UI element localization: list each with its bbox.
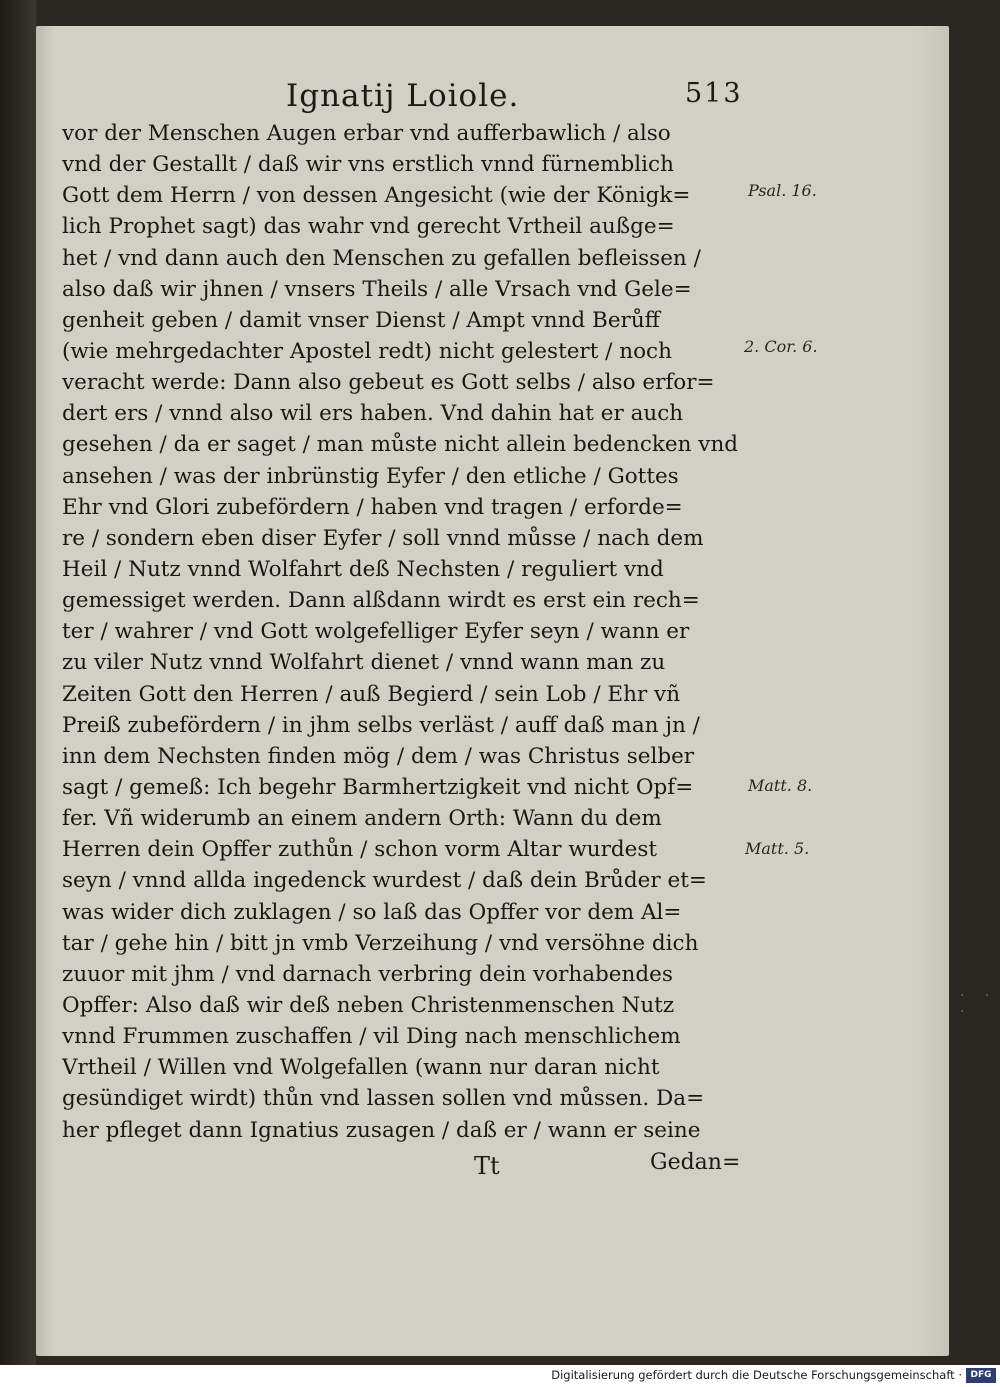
page-footer [0,1150,1000,1190]
text-line: re / sondern eben diser Eyfer / soll vnnd můsse / nach dem [62,525,704,551]
text-line: gesehen / da er saget / man můste nicht allein bedencken vnd [62,432,739,458]
text-line: sagt / gemeß: Ich begehr Barmhertzigkeit vnd nicht Opf= [62,774,694,800]
text-line: Zeiten Gott den Herren / auß Begierd / sein Lob / Ehr vñ [62,681,681,707]
marginal-note: Psal. 16. [748,181,817,200]
page-number: 513 [685,78,743,109]
text-line: Preiß zubefördern / in jhm selbs verläst / auff daß man jn / [62,712,700,738]
body-text [62,118,742,1146]
credit-bar [0,1365,1000,1387]
marginal-note: Matt. 5. [745,839,810,858]
text-line: het / vnd dann auch den Menschen zu gefallen befleissen / [62,245,701,271]
text-line: gesündiget wirdt) thůn vnd lassen sollen vnd můssen. Da= [62,1086,705,1112]
signature-mark: Tt [474,1152,500,1180]
text-line: inn dem Nechsten finden mög / dem / was Christus selber [62,743,695,769]
text-line: vor der Menschen Augen erbar vnd aufferbawlich / also [62,121,671,146]
text-line: genheit geben / damit vnser Dienst / Ampt vnnd Berůff [62,307,660,333]
digitization-credit: Digitalisierung gefördert durch die Deutsche Forschungsgemeinschaft · [551,1368,962,1382]
text-line: her pfleget dann Ignatius zusagen / daß er / wann er seine [62,1117,701,1143]
text-line: Ehr vnd Glori zubefördern / haben vnd tragen / erforde= [62,494,683,520]
text-line: ter / wahrer / vnd Gott wolgefelliger Eyfer seyn / wann er [62,619,690,645]
text-line: Heil / Nutz vnnd Wolfahrt deß Nechsten / reguliert vnd [62,556,664,582]
running-head: Ignatij Loiole. [286,78,520,114]
text-line: (wie mehrgedachter Apostel redt) nicht gelestert / noch [62,338,672,364]
text-line: vnd der Gestallt / daß wir vns erstlich vnnd fürnemblich [62,152,674,178]
text-line: Gott dem Herrn / von dessen Angesicht (wie der Königk= [62,183,691,209]
text-line: Vrtheil / Willen vnd Wolgefallen (wann nur daran nicht [62,1055,660,1081]
dfg-logo: DFG [966,1368,996,1383]
text-line: Opffer: Also daß wir deß neben Christenmenschen Nutz [62,992,675,1018]
text-line: fer. Vñ widerumb an einem andern Orth: Wann du dem [62,806,662,832]
text-line: also daß wir jhnen / vnsers Theils / alle Vrsach vnd Gele= [62,276,692,302]
text-line: gemessiget werden. Dann alßdann wirdt es erst ein rech= [62,588,700,614]
text-line: tar / gehe hin / bitt jn vmb Verzeihung / vnd versöhne dich [62,930,699,956]
marginal-note: 2. Cor. 6. [744,337,818,356]
text-line: ansehen / was der inbrünstig Eyfer / den etliche / Gottes [62,463,679,489]
text-line: lich Prophet sagt) das wahr vnd gerecht Vrtheil außge= [62,214,675,240]
text-line: dert ers / vnnd also wil ers haben. Vnd dahin hat er auch [62,401,684,427]
text-line: veracht werde: Dann also gebeut es Gott selbs / also erfor= [62,370,715,396]
scan-edge-marks: · · · [960,988,998,1020]
text-line: vnnd Frummen zuschaffen / vil Ding nach menschlichem [62,1024,681,1050]
text-line: seyn / vnnd allda ingedenck wurdest / daß dein Brůder et= [62,868,707,894]
text-line: zu viler Nutz vnnd Wolfahrt dienet / vnnd wann man zu [62,650,666,676]
marginal-note: Matt. 8. [748,776,813,795]
text-line: was wider dich zuklagen / so laß das Opffer vor dem Al= [62,899,682,925]
page-header [0,78,1000,118]
text-line: Herren dein Opffer zuthůn / schon vorm Altar wurdest [62,837,658,863]
text-line: zuuor mit jhm / vnd darnach verbring dein vorhabendes [62,961,673,987]
catchword: Gedan= [650,1150,741,1175]
